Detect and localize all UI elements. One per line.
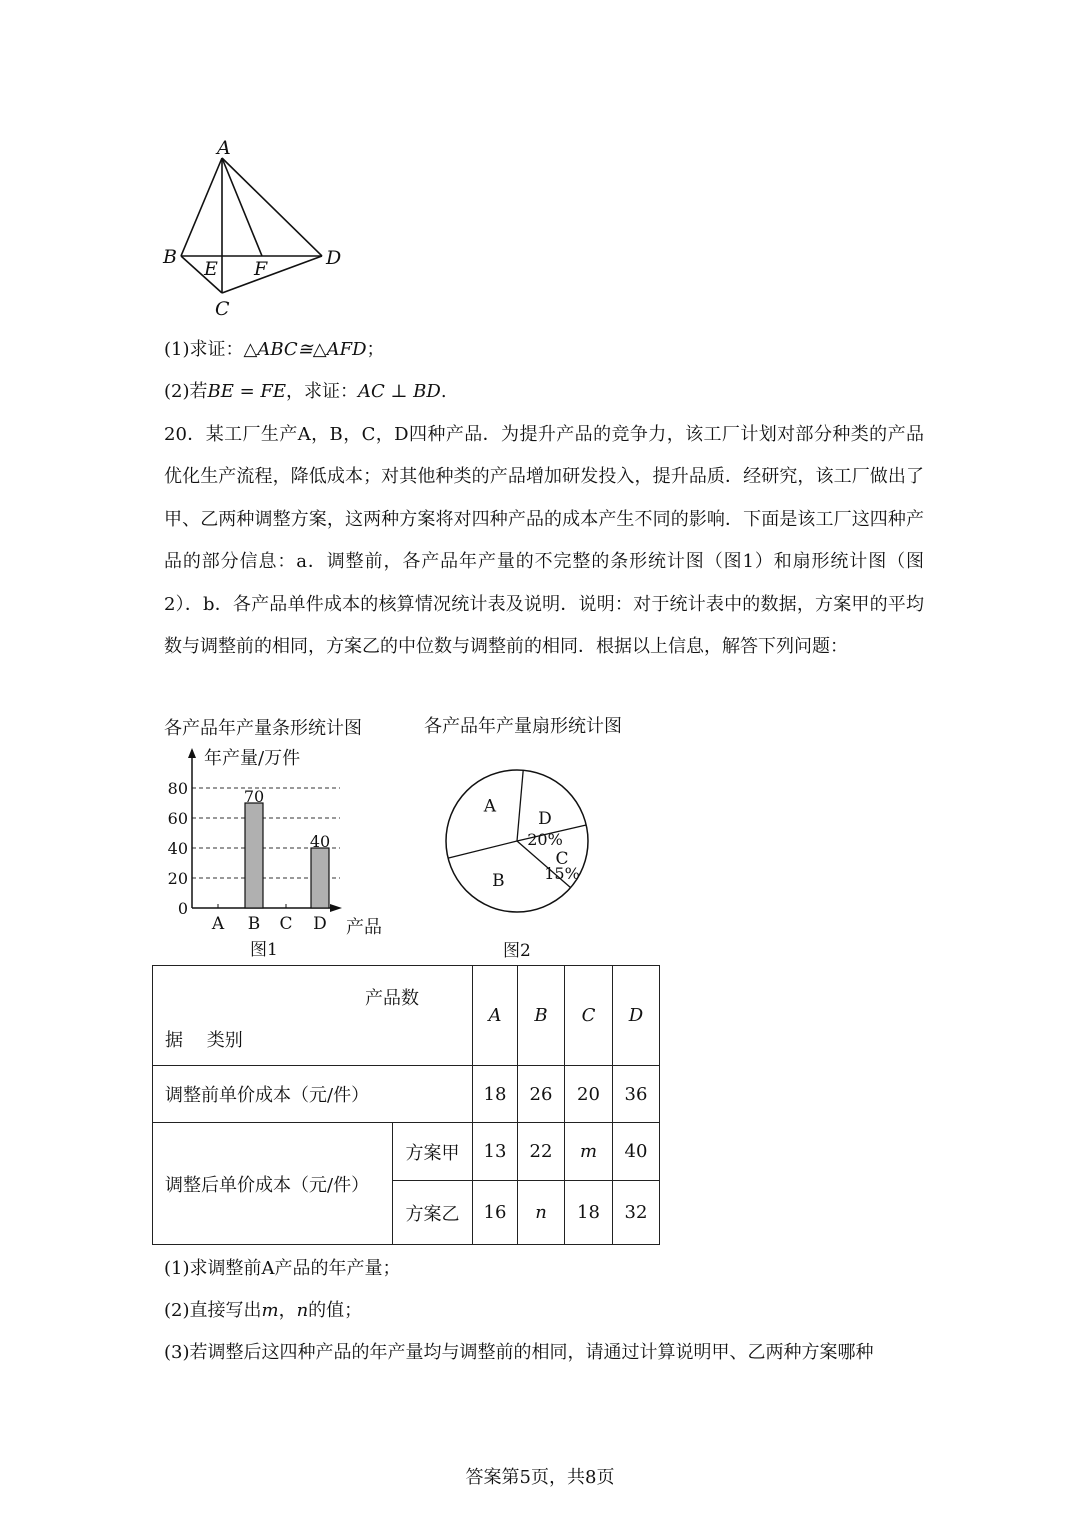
table-header-row xyxy=(153,966,660,1066)
label-e: E xyxy=(204,258,218,280)
plan-a-b: 22 xyxy=(518,1123,565,1181)
pie-chart-caption: 各产品年产量扇形统计图 xyxy=(424,716,622,737)
q19-part1-prefix: (1)求证： xyxy=(164,339,244,360)
pie-label-C: C xyxy=(555,849,569,869)
plan-a-a: 13 xyxy=(473,1123,518,1181)
table-corner-bottom: 据 类别 xyxy=(165,1030,243,1051)
q20-sub3: (3)若调整后这四种产品的年产量均与调整前的相同，请通过计算说明甲、乙两种方案哪种 xyxy=(164,1342,874,1363)
segment-af xyxy=(222,158,262,256)
bar-xtick-A: A xyxy=(211,914,225,934)
label-f: F xyxy=(254,258,268,280)
table-col-b: B xyxy=(518,966,565,1066)
bar-chart xyxy=(160,740,400,965)
q19-part2-prefix: (2)若 xyxy=(164,381,208,402)
q20-sub1: (1)求调整前A产品的年产量； xyxy=(164,1258,401,1279)
table-row xyxy=(153,1066,660,1123)
table-col-a: A xyxy=(473,966,518,1066)
plan-a-d: 40 xyxy=(613,1123,660,1181)
q20-sub2-m: m xyxy=(261,1300,279,1321)
plan-a-label: 方案甲 xyxy=(393,1123,473,1181)
bar-ytick-60: 60 xyxy=(167,809,188,828)
q20-sub2-n: n xyxy=(296,1300,309,1321)
q19-part2 xyxy=(164,380,447,404)
plan-b-a: 16 xyxy=(473,1181,518,1245)
q20-sub2-sep: ， xyxy=(278,1300,297,1321)
bar-x-arrow xyxy=(330,904,342,912)
q20-paragraph: 20．某工厂生产A，B，C，D四种产品．为提升产品的竞争力，该工厂计划对部分种类的产品优化生产流程，降低成本；对其他种类的产品增加研发投入，提升品质．经研究，该工厂做出了甲、乙两种调整方案，这两种方案将对四种产品的成本产生不同的影响．下面是该工厂这四种产品的部分信息：a．调整前，各产品年产量的不完整的条形统计图（图1）和扇形统计图（图2）．b．各产品单件成本的核算情况统计表及说明．说明：对于统计表中的数据，方案甲的平均数与调整前的相同，方案乙的中位数与调整前的相同．根据以上信息，解答下列问题： xyxy=(164,424,924,658)
q19-part1-suffix: ； xyxy=(366,339,385,360)
label-b: B xyxy=(163,246,177,268)
pie-percent-C: 15% xyxy=(544,864,580,883)
plan-b-d: 32 xyxy=(613,1181,660,1245)
segment-ab xyxy=(181,158,222,256)
before-d: 36 xyxy=(613,1066,660,1123)
bar-B xyxy=(245,803,263,908)
q20-sub2 xyxy=(164,1299,362,1323)
table-corner-cell xyxy=(153,966,473,1066)
plan-b-label: 方案乙 xyxy=(393,1181,473,1245)
bar-ytick-20: 20 xyxy=(167,869,188,888)
bar-xtick-B: B xyxy=(247,914,261,934)
pie-fig-label: 图2 xyxy=(503,941,531,961)
bar-ytick-40: 40 xyxy=(167,839,188,858)
table-col-c: C xyxy=(565,966,613,1066)
before-c: 20 xyxy=(565,1066,613,1123)
row-before-label: 调整前单价成本（元/件） xyxy=(153,1066,473,1123)
q20-sub2-suffix: 的值； xyxy=(308,1300,363,1321)
q19-part2-math1: BE = FE xyxy=(207,381,287,402)
bar-label-D: 40 xyxy=(309,832,331,851)
bar-chart-caption: 各产品年产量条形统计图 xyxy=(164,718,362,739)
plan-b-b: n xyxy=(518,1181,565,1245)
label-a: A xyxy=(217,137,231,159)
pie-percent-D: 20% xyxy=(527,830,563,849)
pie-chart xyxy=(430,765,605,965)
bar-ytick-0: 0 xyxy=(177,899,188,918)
q19-part2-suffix: . xyxy=(440,381,447,402)
q19-part2-mid: ，求证： xyxy=(286,381,359,402)
before-a: 18 xyxy=(473,1066,518,1123)
bar-D xyxy=(311,848,329,908)
segment-cd xyxy=(222,256,322,293)
bar-fig-label: 图1 xyxy=(250,940,278,960)
geometry-figure xyxy=(150,130,360,325)
table-corner-top: 产品数 xyxy=(365,988,419,1009)
q20-sub2-prefix: (2)直接写出 xyxy=(164,1300,262,1321)
table-col-d: D xyxy=(613,966,660,1066)
bar-y-arrow xyxy=(188,748,196,758)
q19-part1 xyxy=(164,338,385,362)
table-row xyxy=(153,1123,660,1181)
before-b: 26 xyxy=(518,1066,565,1123)
bar-ytick-80: 80 xyxy=(167,779,188,798)
plan-b-c: 18 xyxy=(565,1181,613,1245)
cost-table xyxy=(152,965,660,1245)
q19-part2-math2: AC ⊥ BD xyxy=(358,381,441,402)
bar-xtick-D: D xyxy=(313,914,327,934)
pie-label-B: B xyxy=(492,870,505,891)
q19-part1-math: △ABC≅△AFD xyxy=(243,339,367,360)
bar-xlabel: 产品 xyxy=(346,917,382,938)
bar-ylabel: 年产量/万件 xyxy=(204,748,301,769)
row-after-label: 调整后单价成本（元/件） xyxy=(153,1123,393,1245)
pie-label-A: A xyxy=(483,796,497,817)
label-c: C xyxy=(215,298,230,320)
bar-xtick-C: C xyxy=(279,914,293,934)
page-footer: 答案第5页，共8页 xyxy=(465,1467,615,1488)
label-d: D xyxy=(326,247,342,269)
bar-label-B: 70 xyxy=(243,787,265,806)
plan-a-c: m xyxy=(565,1123,613,1181)
pie-label-D: D xyxy=(538,809,552,829)
segment-ad xyxy=(222,158,322,256)
